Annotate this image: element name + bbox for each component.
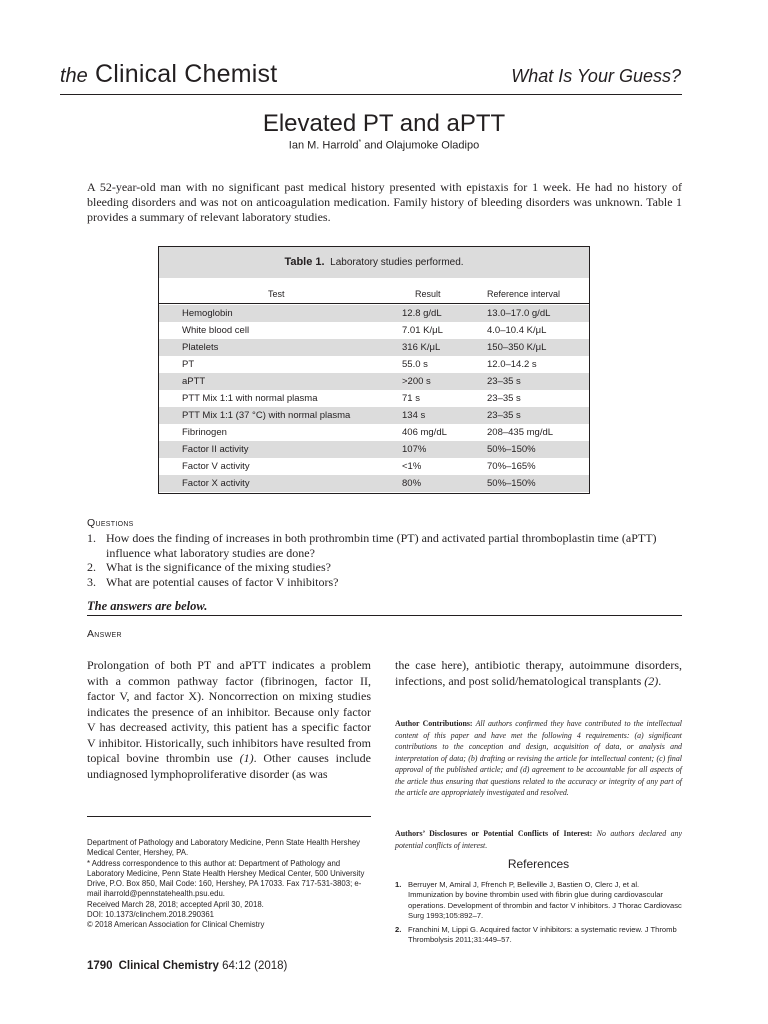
reference-number: 1. [395, 880, 402, 889]
table-row [159, 458, 589, 475]
author-2: and Olajumoke Oladipo [361, 139, 480, 152]
cell-result: 55.0 s [402, 359, 428, 370]
contributions-text: All authors confirmed they have contributed to the intellectual content of this paper and have met the following 4 requirements: (a) significant contributions to the conception and design, acquisition of data, or analysis and interpretation of data; (b) drafting or revising the article for intellectual content; (c) final approval of the published article; and (d) agreement to be accountable for all aspects of the article thus ensuring that questions related to the accuracy or integrity of any part of the article are appropriately investigated and resolved. [395, 719, 682, 797]
table-row [159, 441, 589, 458]
case-intro: A 52-year-old man with no significant past medical history presented with epistaxis for 1 week. He had no history of bleeding disorders and was not on anticoagulation medication. Family history of bleeding disorders was unknown. Table 1 provides a summary of relevant laboratory studies. [87, 180, 682, 224]
question-item [87, 531, 687, 560]
questions-heading: Questions [87, 517, 134, 529]
affiliation-correspondence: * Address correspondence to this author at: Department of Pathology and Laboratory Medicine, Penn State Health Hershey Medical Center, 500 University Drive, P.O. Box 850, Mail Code: 160, Hershey, PA 17033. Fax 717-531-3803; e-mail iharrold@pennstatehealth.psu.edu. [87, 858, 365, 899]
answer-right-part1: the case here), antibiotic therapy, autoimmune disorders, infections, and post solid/hematological transplants [395, 658, 682, 688]
affiliation-block [87, 838, 371, 931]
cell-result: <1% [402, 461, 422, 472]
cell-result: 7.01 K/μL [402, 325, 443, 336]
footnote-rule [87, 816, 371, 817]
cell-result: 316 K/μL [402, 342, 441, 353]
table-caption-label: Table 1. [284, 256, 325, 268]
cell-test: PTT Mix 1:1 with normal plasma [182, 393, 318, 404]
table-header-rule [159, 303, 589, 304]
journal-name: Clinical Chemistry [118, 960, 219, 972]
cell-reference: 23–35 s [487, 410, 521, 421]
answer-right-part2: . [658, 673, 662, 688]
answers-below-note: The answers are below. [87, 599, 208, 613]
cell-test: Factor V activity [182, 461, 250, 472]
question-item [87, 575, 687, 590]
table-row [159, 475, 589, 492]
author-1: Ian M. Harrold [288, 139, 359, 152]
disclosures [395, 828, 682, 851]
question-text: What is the significance of the mixing studies? [106, 560, 331, 574]
author-contributions [395, 718, 682, 799]
citation-1-link[interactable]: (1) [239, 751, 254, 765]
cell-reference: 23–35 s [487, 393, 521, 404]
section-title: What Is Your Guess? [511, 66, 681, 86]
reference-number: 2. [395, 925, 402, 935]
column-header-test: Test [268, 289, 285, 299]
article-title: Elevated PT and aPTT [262, 110, 506, 137]
cell-test: Factor X activity [182, 478, 250, 489]
answer-left-part1: Prolongation of both PT and aPTT indicates a problem with a common pathway factor (fibrinogen, factor II, factor V, and factor X). Noncorrection on mixing studies indicates the presence of an inhibitor. Because only factor V has decreased activity, this patient has a specific factor V inhibitor. Historically, such inhibitors have resulted from topical bovine thrombin use [87, 658, 371, 765]
disclosures-label: Authors’ Disclosures or Potential Conflicts of Interest: [395, 829, 593, 838]
cell-test: PT [182, 359, 195, 370]
cell-reference: 13.0–17.0 g/dL [487, 308, 551, 319]
table-row [159, 390, 589, 407]
cell-result: 134 s [402, 410, 426, 421]
cell-test: White blood cell [182, 325, 250, 336]
contributions-label: Author Contributions: [395, 719, 473, 728]
question-text: How does the finding of increases in both prothrombin time (PT) and activated partial thromboplastin time (aPTT) influence what laboratory studies are done? [106, 531, 657, 560]
page-number: 1790 [87, 960, 113, 972]
table-row [159, 407, 589, 424]
answers-rule [87, 615, 682, 616]
cell-test: aPTT [182, 376, 206, 387]
reference-item [395, 925, 682, 946]
question-item [87, 560, 687, 575]
disclosures-text: No authors declared any potential conflicts of interest. [395, 829, 682, 850]
authors-line [0, 139, 768, 152]
journal-volume: 64:12 (2018) [222, 960, 288, 972]
cell-reference: 12.0–14.2 s [487, 359, 537, 370]
table-caption [159, 256, 589, 268]
table-caption-text: Laboratory studies performed. [330, 257, 464, 268]
cell-result: >200 s [402, 376, 431, 387]
cell-test: Platelets [182, 342, 219, 353]
cell-reference: 23–35 s [487, 376, 521, 387]
table-row [159, 339, 589, 356]
cell-reference: 50%–150% [487, 444, 536, 455]
reference-text: Franchini M, Lippi G. Acquired factor V inhibitors: a systematic review. J Thromb Thrombolysis 2011;31:449–57. [408, 925, 677, 945]
question-number: 2. [87, 560, 96, 574]
question-text: What are potential causes of factor V inhibitors? [106, 574, 339, 589]
journal-brand [60, 60, 277, 89]
brand-prefix: the [60, 65, 88, 87]
column-header-result: Result [415, 289, 441, 299]
page-footer [87, 960, 287, 972]
correspondence-mark: * [358, 139, 362, 146]
references-list [395, 880, 682, 950]
answer-text-left [87, 658, 371, 782]
citation-2-link[interactable]: (2) [644, 673, 659, 688]
brand-name: Clinical Chemist [94, 60, 278, 88]
cell-result: 71 s [402, 393, 420, 404]
table-row [159, 424, 589, 441]
table-row [159, 322, 589, 339]
cell-test: Hemoglobin [182, 308, 233, 319]
cell-reference: 150–350 K/μL [487, 342, 547, 353]
reference-text: Berruyer M, Amiral J, Ffrench P, Belleville J, Bastien O, Clerc J, et al. Immunization by bovine thrombin used with fibrin glue during cardiovascular operations. Development of thrombin and factor V inhibitors. J Thorac Cardiovasc Surg 1993;105:892–7. [408, 880, 682, 920]
cell-test: Factor II activity [182, 444, 249, 455]
cell-result: 12.8 g/dL [402, 308, 442, 319]
table-row [159, 373, 589, 390]
copyright: © 2018 American Association for Clinical Chemistry [87, 920, 265, 930]
answer-left-part2: . Other causes include undiagnosed lymphoproliferative disorder (as was [87, 751, 371, 781]
table-row [159, 305, 589, 322]
cell-result: 107% [402, 444, 427, 455]
answer-text-right [395, 658, 682, 689]
cell-result: 406 mg/dL [402, 427, 447, 438]
table-row [159, 356, 589, 373]
header-rule [60, 94, 682, 95]
questions-list [87, 531, 687, 589]
affiliation-dept: Department of Pathology and Laboratory Medicine, Penn State Health Hershey Medical Center, Hershey, PA. [87, 838, 361, 858]
references-heading: References [507, 857, 570, 871]
table-body [159, 305, 589, 492]
received-dates: Received March 28, 2018; accepted April 30, 2018. [87, 899, 264, 909]
doi: DOI: 10.1373/clinchem.2018.290361 [87, 910, 215, 920]
cell-test: PTT Mix 1:1 (37 °C) with normal plasma [182, 410, 351, 421]
question-number: 3. [87, 574, 96, 589]
column-header-reference: Reference interval [487, 289, 561, 299]
cell-reference: 4.0–10.4 K/μL [487, 325, 547, 336]
cell-result: 80% [402, 478, 422, 489]
cell-reference: 50%–150% [487, 478, 536, 489]
cell-test: Fibrinogen [182, 427, 227, 438]
cell-reference: 208–435 mg/dL [487, 427, 554, 438]
lab-table [158, 246, 590, 494]
answer-heading: Answer [87, 628, 122, 640]
cell-reference: 70%–165% [487, 461, 536, 472]
reference-item [395, 880, 682, 921]
question-number: 1. [87, 531, 96, 545]
